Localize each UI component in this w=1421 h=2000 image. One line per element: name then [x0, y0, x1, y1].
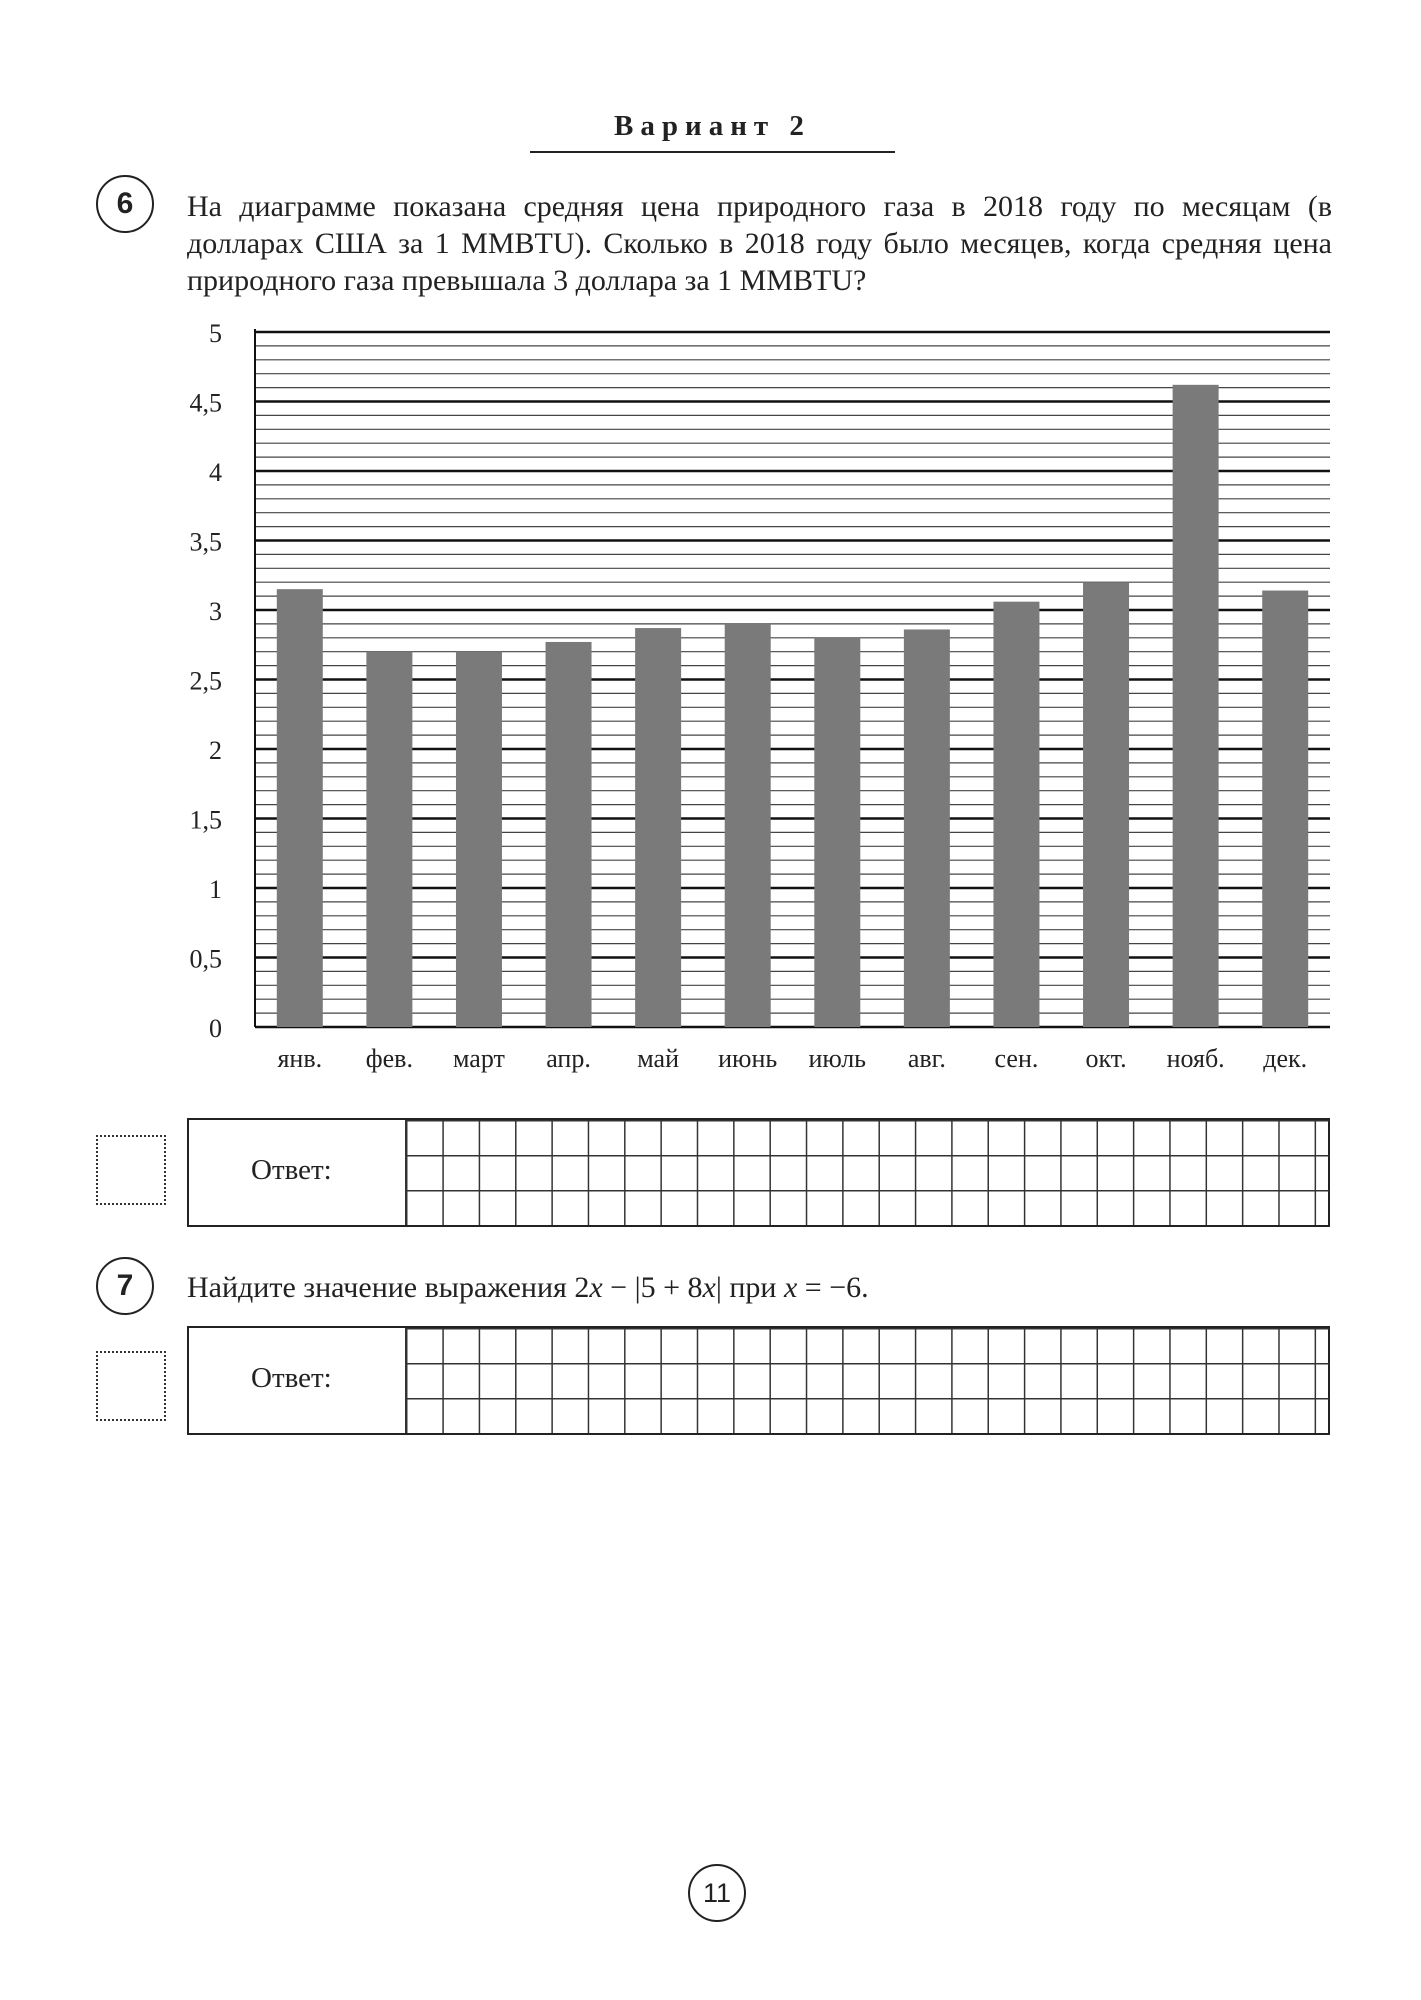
task-6-question: На диаграмме показана средняя цена природного газа в 2018 году по месяцам (в долларах США за 1 MMBTU). Сколько в 2018 году было месяцев, когда средняя цена природного газа превышала 3 доллара за 1 MMBTU? — [187, 190, 1332, 297]
bar-6 — [814, 638, 860, 1027]
task-6-score-box — [96, 1135, 166, 1205]
y-tick-label: 5 — [209, 319, 222, 348]
task-7-expr-value: = −6. — [797, 1271, 869, 1304]
y-tick-label: 1 — [209, 875, 222, 904]
task-7-text-prefix: Найдите значение выражения — [187, 1271, 575, 1304]
bar-7 — [904, 629, 950, 1027]
task-6-answer-grid[interactable] — [405, 1120, 1329, 1225]
task-7-expr-mid: − |5 + 8 — [602, 1271, 703, 1304]
bar-0 — [277, 589, 323, 1027]
variant-underline — [530, 151, 895, 153]
x-tick-label: март — [453, 1044, 505, 1073]
bar-10 — [1173, 385, 1219, 1027]
bar-4 — [635, 628, 681, 1027]
bar-2 — [456, 652, 502, 1027]
task-7-score-box — [96, 1351, 166, 1421]
x-tick-label: май — [637, 1044, 679, 1073]
y-tick-label: 1,5 — [189, 805, 222, 835]
task-7-expr-var-3: x — [783, 1271, 798, 1304]
gas-price-bar-chart — [180, 315, 1340, 1075]
x-tick-label: сен. — [994, 1044, 1039, 1073]
task-7-expr-var-2: x — [702, 1271, 716, 1304]
task-7-expr-coef: 2 — [574, 1271, 590, 1304]
bar-11 — [1262, 591, 1308, 1027]
task-7-answer-box — [187, 1326, 1330, 1435]
task-7-answer-label: Ответ: — [251, 1362, 332, 1394]
y-tick-label: 2,5 — [189, 666, 222, 696]
y-tick-label: 4,5 — [189, 388, 222, 418]
bar-8 — [993, 602, 1039, 1027]
y-tick-label: 4 — [209, 458, 222, 487]
task-6-number-badge: 6 — [96, 175, 154, 233]
y-tick-label: 2 — [209, 736, 222, 765]
x-tick-label: янв. — [277, 1044, 323, 1073]
task-7-question — [187, 1269, 1332, 1306]
task-6-answer-label: Ответ: — [251, 1154, 332, 1186]
variant-title: Вариант 2 — [614, 110, 811, 142]
x-tick-label: июнь — [718, 1044, 778, 1073]
y-tick-label: 0 — [209, 1014, 222, 1043]
x-tick-label: июль — [808, 1044, 867, 1073]
task-6-answer-box — [187, 1118, 1330, 1227]
task-7-expr-var: x — [589, 1271, 603, 1304]
task-7-number-badge: 7 — [96, 1257, 154, 1315]
bar-1 — [366, 652, 412, 1027]
x-tick-label: окт. — [1085, 1044, 1127, 1073]
bar-5 — [725, 624, 771, 1027]
x-tick-label: авг. — [907, 1044, 946, 1073]
y-tick-label: 0,5 — [189, 944, 222, 974]
page-number: 11 — [688, 1864, 746, 1922]
x-tick-label: дек. — [1263, 1044, 1308, 1073]
x-tick-label: нояб. — [1166, 1044, 1225, 1073]
task-7-answer-grid[interactable] — [405, 1328, 1329, 1433]
bar-3 — [546, 642, 592, 1027]
bar-9 — [1083, 582, 1129, 1027]
x-tick-label: фев. — [365, 1044, 413, 1073]
y-tick-label: 3 — [209, 597, 222, 626]
task-7-expr-end: | при — [715, 1271, 784, 1304]
x-tick-label: апр. — [546, 1044, 591, 1073]
y-tick-label: 3,5 — [189, 527, 222, 557]
